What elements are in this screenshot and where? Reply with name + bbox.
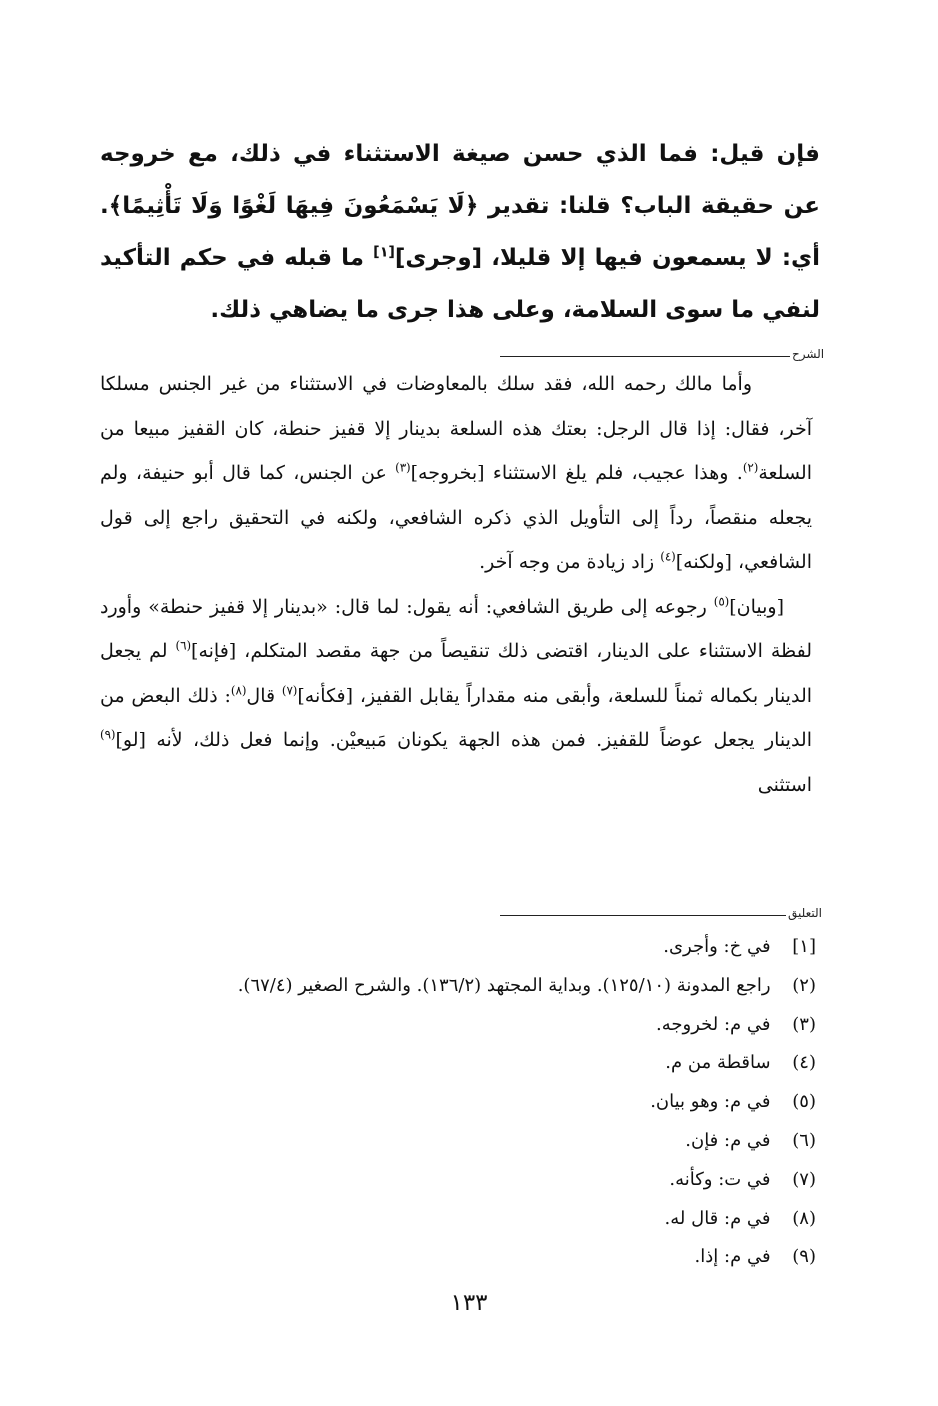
footnote-number: (٥)	[792, 1091, 816, 1113]
footnote-text: في م: لخروجه.	[656, 1013, 771, 1035]
footnote-item	[200, 928, 816, 967]
commentary-run: [وبيان]	[729, 595, 784, 618]
main-text-part: فإن قيل: فما الذي حسن صيغة الاستثناء في ذلك، مع خروجه عن حقيقة الباب؟ قلنا: تقدير ﴿لَا يَسْمَعُونَ فِيهَا لَغْوًا وَلَا تَأْثِيمًا﴾. أي: لا يسمعون فيها إلا قليلا، [وجرى]	[100, 141, 820, 271]
footnote-text: في م: إذا.	[694, 1246, 771, 1268]
commentary-run: زاد زيادة من وجه آخر.	[479, 551, 661, 573]
main-text-part: ما قبله في حكم التأكيد لنفي ما سوى السلامة، وعلى هذا جرى ما يضاهي ذلك.	[100, 245, 820, 323]
commentary-text	[100, 362, 812, 807]
footnote-item	[200, 1161, 816, 1200]
commentary-run: لم يجعل الدينار بكماله ثمناً للسلعة، وأبقى منه مقداراً يقابل القفيز، [فكأنه]	[100, 640, 813, 707]
footnote-item	[200, 1200, 816, 1239]
footnote-ref: (٢)	[742, 460, 759, 475]
footnote-text: راجع المدونة (١٢٥/١٠). وبداية المجتهد (١٣٦/٢). والشرح الصغير (٦٧/٤).	[237, 974, 771, 996]
notes-separator	[500, 915, 786, 916]
commentary-run: استثنى	[757, 773, 812, 796]
commentary-paragraph	[100, 585, 812, 808]
main-text	[100, 128, 820, 336]
footnote-number: (٢)	[792, 974, 816, 996]
footnote-text: في ت: وكأنه.	[669, 1168, 771, 1190]
footnote-ref: (٧)	[281, 683, 298, 698]
commentary-run: قال	[246, 684, 282, 707]
footnote-item	[200, 1122, 816, 1161]
footnote-ref: (٤)	[660, 549, 676, 564]
commentary-run: عن الجنس، كما قال أبو حنيفة، ولم يجعله منقصاً، رداً إلى التأويل الذي ذكره الشافعي، ولكنه في التحقيق راجع إلى قول الشافعي، [ولكنه]	[100, 462, 812, 573]
footnote-ref: (٣)	[395, 460, 411, 475]
footnote-text: في خ: وأجرى.	[663, 936, 771, 957]
footnote-item	[200, 1006, 816, 1045]
footnote-ref: (٦)	[175, 638, 192, 653]
footnote-ref: (٥)	[713, 594, 730, 609]
footnotes	[200, 928, 816, 1277]
footnote-number: (٤)	[792, 1052, 816, 1074]
commentary-run: رجوعه إلى طريق الشافعي: أنه يقول: لما قال: «بدينار إلا قفيز حنطة» وأورد لفظة الاستثناء على الدينار، اقتضى ذلك تنقيصاً من جهة مقصد المتكلم، [فإنه]	[100, 595, 812, 662]
footnote-text: في م: فإن.	[685, 1129, 771, 1151]
footnote-number: (٨)	[792, 1207, 816, 1229]
footnote-item	[200, 1044, 816, 1083]
footnote-ref: (٩)	[100, 727, 116, 742]
commentary-run: : ذلك البعض من الدينار يجعل عوضاً للقفيز. فمن هذه الجهة يكونان مَبيعيْن. وإنما فعل ذلك، لأنه [لو]	[100, 684, 812, 751]
commentary-paragraph	[100, 362, 812, 585]
footnote-ref: (٨)	[230, 683, 247, 698]
main-text-paragraph	[100, 128, 820, 336]
page-number: ١٣٣	[450, 1290, 488, 1316]
footnote-number: [١]	[792, 936, 816, 957]
footnote-text: في م: قال له.	[664, 1207, 771, 1229]
commentary-run: وأما مالك رحمه الله، فقد سلك بالمعاوضات في الاستثناء من غير الجنس مسلكا آخر، فقال: إذا قال الرجل: بعتك هذه السلعة بدينار إلا قفيز حنطة، كان القفيز مبيعا من السلعة	[100, 373, 812, 484]
sharh-separator	[500, 356, 790, 357]
footnote-number: (٣)	[792, 1013, 816, 1035]
footnote-item	[200, 967, 816, 1006]
commentary-run: . وهذا عجيب، فلم يلغ الاستثناء [بخروجه]	[410, 462, 743, 484]
footnote-number: (٩)	[792, 1246, 816, 1268]
sharh-label: الشرح	[792, 347, 825, 361]
footnote-number: (٦)	[792, 1129, 816, 1151]
footnote-ref: [١]	[373, 244, 395, 261]
footnote-item	[200, 1238, 816, 1277]
notes-label: التعليق	[788, 906, 823, 920]
footnote-text: في م: وهو بيان.	[650, 1091, 771, 1113]
footnote-text: ساقطة من م.	[665, 1052, 771, 1074]
footnote-number: (٧)	[792, 1168, 816, 1190]
footnote-item	[200, 1083, 816, 1122]
